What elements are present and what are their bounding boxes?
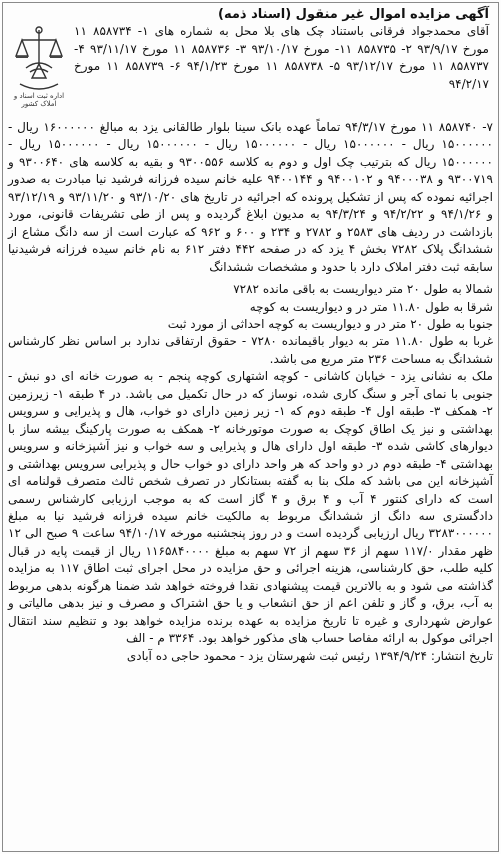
boundary-north: شمالا به طول ۲۰ متر دیواریست به باقی مانده ۷۲۸۲ [233, 282, 493, 297]
header-block [4, 4, 497, 117]
boundary-east: شرقا به طول ۱۱.۸۰ متر در و دیواریست به کوچه [249, 299, 493, 314]
boundary-west: غربا به طول ۱۱.۸۰ متر به دیوار باقیمانده ۷۲۸۰ - حقوق ارتفاقی ندارد بر اساس نظر کارشناس ششدانگ به مساحت ۲۳۶ متر مربع می باشد. [8, 334, 494, 366]
header-paragraph: آقای محمدجواد فرقانی باستناد چک های بلا محل به شماره های ۱- ۸۵۸۷۳۴ ۱۱ مورخ ۹۳/۹/۱۷ ۲- ۸۵۸۷۳۵ ۱۱- مورخ ۹۳/۱۰/۱۷ ۳- ۸۵۸۷۳۶ ۱۱ مورخ ۹۳/۱۱/۱۷ ۴- ۸۵۸۷۳۷ ۱۱ مورخ ۹۳/۱۲/۱۷ ۵- ۸۵۸۷۳۸ ۱۱ مورخ ۹۴/۱/۲۳ ۶- ۸۵۸۷۳۹ ۱۱ مورخ ۹۴/۲/۱۷ [74, 24, 489, 91]
publication-footer: تاریخ انتشار: ۱۳۹۴/۹/۲۴ رئیس ثبت شهرستان یزد - محمود حاجی ده آبادی [126, 648, 493, 663]
checks-paragraph: ۷- ۸۵۸۷۴۰ ۱۱ مورخ ۹۴/۳/۱۷ تماماً عهده بانک سینا بلوار طالقانی یزد به مبالغ ۱۶۰۰۰۰۰۰ ریال - ۱۵۰۰۰۰۰۰ ریال - ۱۵۰۰۰۰۰۰ ریال - ۱۵۰۰۰۰۰۰ ریال - ۱۵۰۰۰۰۰۰ ریال - ۱۵۰۰۰۰۰۰ ریال - ۱۵۰۰۰۰۰۰ ریال که بترتیب چک اول و دوم به کلاسه ۹۳۰۰۵۵۶ و بقیه به کلاسه های ۹۳۰۰۶۴۰ و ۹۳۰۰۷۱۹ و ۹۴۰۰۰۳۸ و ۹۴۰۰۱۰۲ و ۹۴۰۰۱۴۴ علیه خانم سیده فرزانه فرشید نیا مبادرت به صدور اجرائیه نموده که پس از تشکیل پرونده که اجرائیه در تاریخ های ۹۳/۱۰/۲۰ و ۹۳/۱۱/۲۰ و ۹۳/۱۲/۱۹ و ۹۴/۱/۲۶ و ۹۴/۲/۲۲ و ۹۴/۳/۲۴ به مدیون ابلاغ گردیده و پس از طی تشریفات قانونی، مورد بازداشت در ردیف های ۲۵۸۳ و ۲۷۸۲ و ۲۳۴ و ۶۰۰ و ۹۶۲ که عبارت است از سه دانگ مشاع از ششدانگ پلاک ۷۲۸۲ بخش ۴ یزد که در صفحه ۴۴۲ دفتر ۶۱۲ به نام خانم سیده فرزانه فرشیدنیا سابقه ثبت دفتر املاک دارد با حدود و مشخصات ششدانگ [8, 120, 494, 274]
judiciary-emblem-icon [8, 24, 70, 110]
document-title: آگهی مزایده اموال غیر منقول (اسناد ذمه) [218, 7, 489, 22]
emblem-caption: اداره ثبت اسناد و املاک کشور [13, 92, 65, 108]
body-text [8, 119, 493, 665]
boundary-south: جنوبا به طول ۲۰ متر در و دیواریست به کوچه احداثی از مورد ثبت [167, 316, 493, 331]
property-description: ملک به نشانی یزد - خیابان کاشانی - کوچه اشتهاری کوچه پنجم - به صورت خانه ای دو نبش - جنوبی با نمای آجر و سنگ کاری شده، نوساز که در حال تکمیل می باشد. در ۴ طبقه ۱- زیرزمین ۲- همکف ۳- طبقه اول ۴- طبقه دوم که ۱- زیر زمین دارای دو خواب، هال و پذیرایی و سرویس بهداشتی و نیز یک اطاق کوچک به صورت موتورخانه ۲- همکف به صورت پارکینگ بیشه ساز با دیوارهای کاشی شده ۳- طبقه اول دارای هال و پذیرایی و سه خواب و نیز آشپزخانه و سرویس بهداشتی ۴- طبقه دوم در دو واحد که هر واحد دارای دو خواب حال و پذیرایی سرویس بهداشتی و آشپزخانه این می باشد که ملک بنا به گفته بستانکار در تصرف شخص ثالث متصرف قولنامه ای است که دارای کنتور ۴ آب و ۴ برق و ۴ گاز است که به موجب ارزیابی کارشناس رسمی دادگستری سه دانگ از ششدانگ مربوط به مالکیت خانم سیده فرزانه فرشید نیا به مبلغ ۳۲۸۳۰۰۰۰۰۰ ریال ارزیابی گردیده است و در روز پنجشنبه مورخه ۹۴/۱۰/۱۷ ساعت ۹ صبح الی ۱۲ ظهر مقدار ۱۱۷/۰ سهم از ۳۶ سهم از ۷۲ سهم به مبلغ ۱۱۶۵۸۴۰۰۰۰ ریال از قیمت پایه در قبال کلیه طلب، حق کارشناسی، هزینه اجرائی و حق مزایده در محل اجرای ثبت اطاق ۱۱۷ به مزایده گذاشته می شود و به بالاترین قیمت پیشنهادی نقدا فروخته خواهد شد ضمنا هرگونه بدهی مربوط به آب، برق، و گاز و تلفن اعم از حق انشعاب و یا حق اشتراک و مصرف و نیز بدهی مالیاتی و عوارض شهرداری و غیره تا تاریخ مزایده به عهده برنده مزایده خواهد بود و تنظیم سند انتقال اجرائی موکول به ارائه مفاصا حساب های مذکور خواهد بود. ۳۳۶۴ م - الف [8, 369, 494, 646]
